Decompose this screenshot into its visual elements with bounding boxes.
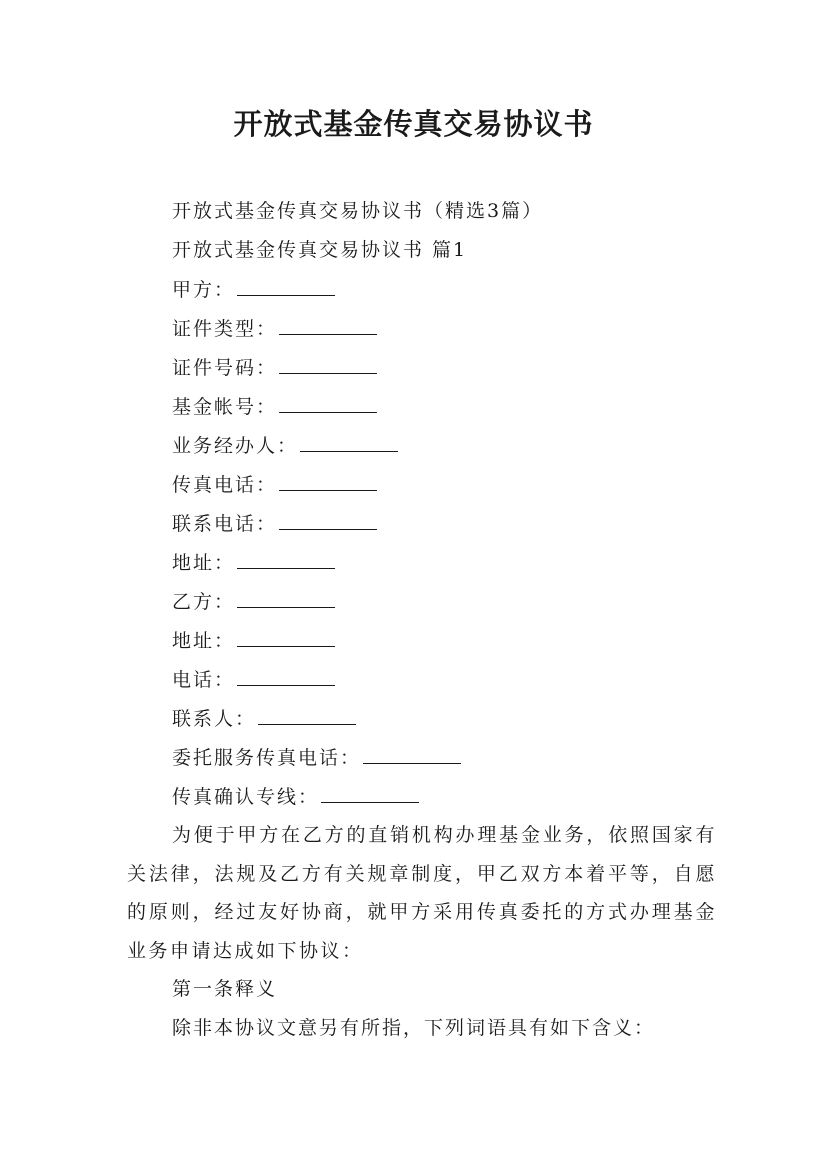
document-subtitle: 开放式基金传真交易协议书（精选3篇） <box>172 200 544 222</box>
field-contact-phone <box>172 511 377 536</box>
fill-in-blank <box>321 784 419 803</box>
field-label: 证件号码： <box>172 357 278 379</box>
document-title: 开放式基金传真交易协议书 <box>233 107 594 141</box>
field-phone-b <box>172 667 335 692</box>
field-party-b <box>172 589 335 614</box>
fill-in-blank <box>258 706 356 725</box>
field-label: 传真电话： <box>172 474 278 496</box>
field-label: 基金帐号： <box>172 396 278 418</box>
field-fax-confirm-line <box>172 784 419 809</box>
field-label: 地址： <box>172 552 236 574</box>
field-label: 传真确认专线： <box>172 786 320 808</box>
field-address-a <box>172 550 335 575</box>
field-label: 乙方： <box>172 591 236 613</box>
field-party-a <box>172 277 335 302</box>
field-label: 证件类型： <box>172 318 278 340</box>
field-agent <box>172 433 398 458</box>
fill-in-blank <box>279 316 377 335</box>
field-label: 联系人： <box>172 708 257 730</box>
fill-in-blank <box>279 472 377 491</box>
fill-in-blank <box>237 277 335 296</box>
fill-in-blank <box>279 394 377 413</box>
article-heading: 第一条释义 <box>172 978 278 1000</box>
field-label: 甲方： <box>172 279 236 301</box>
fill-in-blank <box>237 589 335 608</box>
field-label: 地址： <box>172 630 236 652</box>
field-contact-person <box>172 706 356 731</box>
field-fax <box>172 472 377 497</box>
section-heading: 开放式基金传真交易协议书 篇1 <box>172 239 468 261</box>
intro-paragraph: 为便于甲方在乙方的直销机构办理基金业务，依照国家有关法律，法规及乙方有关规章制度，甲乙双方本着平等，自愿的原则，经过友好协商，就甲方采用传真委托的方式办理基金业务申请达成如下协议： <box>127 824 717 962</box>
field-label: 电话： <box>172 669 236 691</box>
fill-in-blank <box>237 550 335 569</box>
fill-in-blank <box>237 667 335 686</box>
field-id-number <box>172 355 377 380</box>
fill-in-blank <box>279 355 377 374</box>
field-label: 委托服务传真电话： <box>172 747 362 769</box>
field-address-b <box>172 628 335 653</box>
field-label: 业务经办人： <box>172 435 299 457</box>
field-label: 联系电话： <box>172 513 278 535</box>
fill-in-blank <box>237 628 335 647</box>
fill-in-blank <box>279 511 377 530</box>
field-id-type <box>172 316 377 341</box>
fill-in-blank <box>300 433 398 452</box>
field-service-fax <box>172 745 461 770</box>
fill-in-blank <box>363 745 461 764</box>
field-fund-account <box>172 394 377 419</box>
article-intro: 除非本协议文意另有所指，下列词语具有如下含义： <box>172 1017 656 1039</box>
